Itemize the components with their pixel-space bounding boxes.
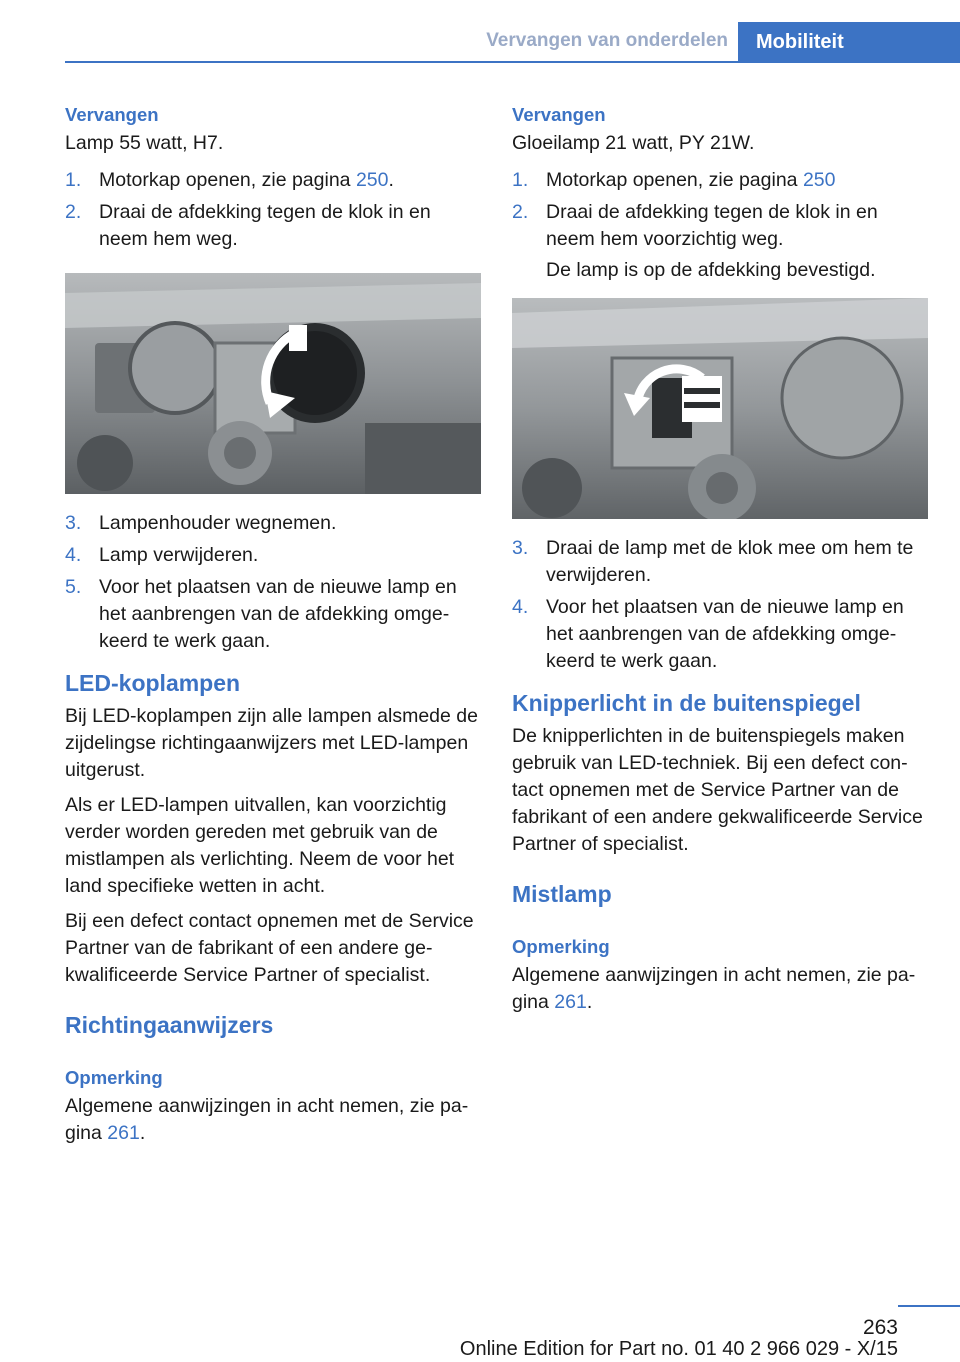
step-text: Voor het plaatsen van de nieuwe lamp en het aanbrengen van de afdekking omgekeerd te werk gaan. [546,596,904,672]
page-link[interactable]: 261 [554,991,587,1013]
step-number: 1. [512,169,529,191]
subheading-vervangen: Vervangen [512,104,606,125]
step-number: 1. [65,169,82,191]
step-number: 4. [65,544,82,566]
left-column [65,100,481,1155]
step-tail: . [388,169,394,191]
list-item [65,574,481,655]
list-item [65,510,481,537]
list-item [65,199,481,253]
header-chapter-tab: Mobiliteit [738,22,960,62]
heading-knipperlicht: Knipperlicht in de buitenspiegel [512,690,861,716]
list-item [512,535,928,589]
step-text: Draai de afdekking tegen de klok in en neem hem voorzichtig weg. [546,201,878,250]
subheading-opmerking: Opmerking [65,1067,163,1088]
step-text: Voor het plaatsen van de nieuwe lamp en het aanbrengen van de afdekking omgekeerd te werk gaan. [99,576,457,652]
step-number: 2. [65,201,82,223]
page-number: 263 [862,1316,898,1339]
list-item [512,199,928,284]
lamp-spec: Gloeilamp 21 watt, PY 21W. [512,132,755,154]
step-number: 3. [65,512,82,534]
step-note: De lamp is op de afdekking bevestigd. [546,259,876,281]
header-section-title: Vervangen van onderdelen [486,30,728,51]
right-column [512,100,928,1024]
step-text: Lampenhouder wegnemen. [99,512,337,534]
subheading-opmerking: Opmerking [512,936,610,957]
step-text: Lamp verwijderen. [99,544,259,566]
step-text: Motorkap openen, zie pagina [546,169,803,191]
list-item [512,167,928,194]
steps-list [512,167,928,284]
footer-rule [898,1305,960,1307]
led-paragraph-1: Bij LED-koplampen zijn alle lampen alsmede de zijdelingse richtingaanwijzers met LED-lampen uitgerust. [65,705,478,781]
step-number: 5. [65,576,82,598]
headlight-cover-photo [65,273,481,494]
steps-list [65,167,481,253]
indicator-cover-photo [512,298,928,519]
led-paragraph-2: Als er LED-lampen uitvallen, kan voorzichtig verder worden gereden met gebruik van de mistlampen als verlichting. Neem de voor het land specifieke wetten in acht. [65,794,455,897]
list-item [65,167,481,194]
step-text: Motorkap openen, zie pagina [99,169,356,191]
step-number: 3. [512,537,529,559]
note-text: Algemene aanwijzingen in acht nemen, zie pagina [65,1095,469,1144]
heading-led-koplampen: LED-koplampen [65,670,241,696]
subheading-vervangen: Vervangen [65,104,159,125]
step-number: 2. [512,201,529,223]
edition-footer: Online Edition for Part no. 01 40 2 966 029 - X/15 [459,1338,898,1360]
led-paragraph-3: Bij een defect contact opnemen met de Service Partner van de fabrikant of een andere gekwalificeerde Service Partner of specialist. [65,910,474,986]
note-text: Algemene aanwijzingen in acht nemen, zie pagina [512,964,916,1013]
step-text: Draai de lamp met de klok mee om hem te verwijderen. [546,537,914,586]
knipperlicht-paragraph: De knipperlichten in de buitenspiegels maken gebruik van LED-techniek. Bij een defect contact opnemen met de Service Partner van de fabrikant of een andere gekwalificeerde Service Partner of specialist. [512,725,923,855]
heading-mistlamp: Mistlamp [512,881,612,907]
steps-list-continued [512,535,928,675]
list-item [65,542,481,569]
header-rule [65,61,960,63]
step-text: Draai de afdekking tegen de klok in en neem hem weg. [99,201,431,250]
page-header [0,0,960,62]
page-link[interactable]: 250 [802,169,836,191]
page-link[interactable]: 261 [107,1122,140,1144]
indicator-photo-illustration [512,298,928,519]
note-tail: . [139,1122,146,1144]
page-link[interactable]: 250 [355,169,389,191]
lamp-spec: Lamp 55 watt, H7. [65,132,224,154]
steps-list-continued [65,510,481,655]
note-tail: . [586,991,593,1013]
richting-note [65,1093,481,1147]
list-item [512,594,928,675]
step-number: 4. [512,596,529,618]
headlight-photo-illustration [65,273,481,494]
mistlamp-note [512,962,928,1016]
heading-richtingaanwijzers: Richtingaanwijzers [65,1012,274,1038]
